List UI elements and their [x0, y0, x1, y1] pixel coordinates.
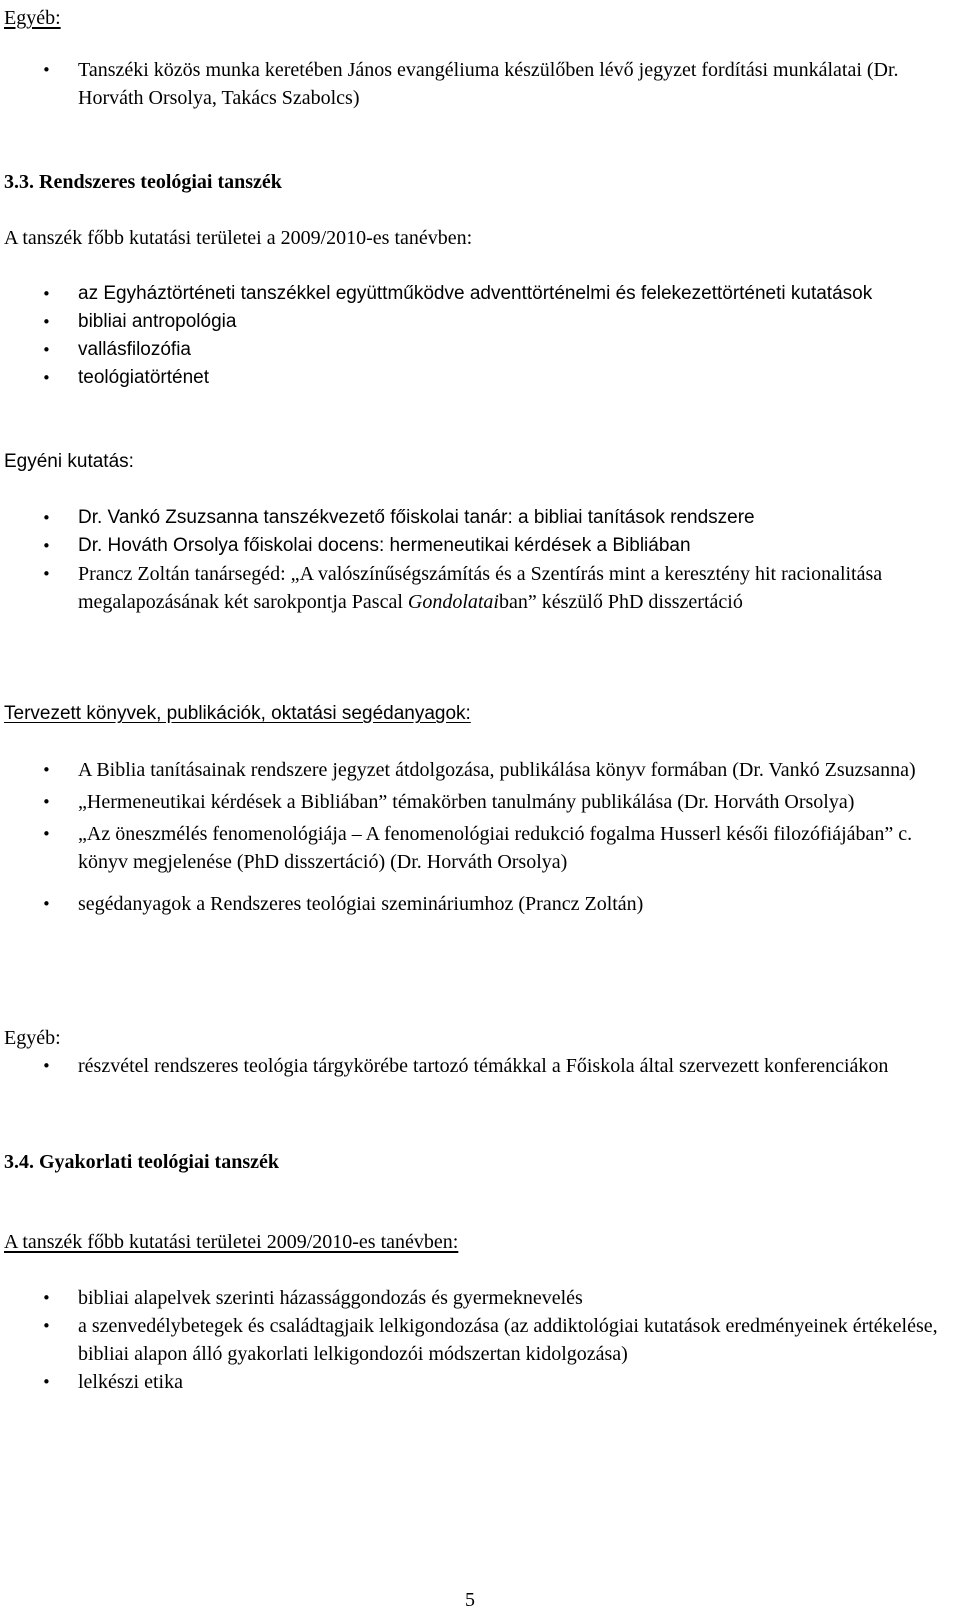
list-item: • „Az öneszmélés fenomenológiája – A fenomenológiai redukció fogalma Husserl késői filozófiájában” c. könyv megjelenése (PhD disszertáció) (Dr. Horváth Orsolya) — [4, 820, 944, 876]
list-item: • A Biblia tanításainak rendszere jegyzet átdolgozása, publikálása könyv formában (Dr. Vankó Zsuzsanna) — [4, 756, 944, 784]
list-item: • a szenvedélybetegek és családtagjaik lelkigondozása (az addiktológiai kutatások eredményeinek értékelése, bibliai alapon álló gyakorlati lelkigondozói módszertan kidolgozása) — [4, 1312, 944, 1368]
section-title-3-3: 3.3. Rendszeres teológiai tanszék — [4, 171, 282, 193]
research-intro-3-4: A tanszék főbb kutatási területei 2009/2010-es tanévben: — [4, 1231, 459, 1253]
page-number: 5 — [465, 1589, 475, 1611]
egyeb-list-1 — [4, 56, 944, 112]
egyeb-heading-1: Egyéb: — [4, 7, 61, 29]
research-list-3-3 — [4, 280, 944, 392]
list-item: • Tanszéki közös munka keretében János evangéliuma készülőben lévő jegyzet fordítási munkálatai (Dr. Horváth Orsolya, Takács Szabolcs) — [4, 56, 944, 112]
planned-publications-list — [4, 756, 944, 918]
list-item: • bibliai alapelvek szerinti házassággondozás és gyermeknevelés — [4, 1284, 944, 1312]
list-item — [4, 560, 944, 616]
research-list-3-4 — [4, 1284, 944, 1396]
egyeb-heading-2: Egyéb: — [4, 1027, 61, 1049]
list-item: • lelkészi etika — [4, 1368, 944, 1396]
text-run: ban” készülő PhD disszertáció — [499, 591, 743, 613]
individual-research-heading: Egyéni kutatás: — [4, 451, 134, 472]
text-run: Prancz Zoltán tanársegéd: „A valószínűségszámítás és a Szentírás mint a keresztény hit racionalitása megalapozásának két sarokpontja Pascal — [78, 563, 883, 613]
list-item: • részvétel rendszeres teológia tárgykörébe tartozó témákkal a Főiskola által szervezett konferenciákon — [4, 1052, 944, 1080]
individual-research-list — [4, 504, 944, 616]
list-item: • segédanyagok a Rendszeres teológiai szemináriumhoz (Prancz Zoltán) — [4, 890, 944, 918]
list-item: • „Hermeneutikai kérdések a Bibliában” témakörben tanulmány publikálása (Dr. Horváth Orsolya) — [4, 788, 944, 816]
list-item: • vallásfilozófia — [4, 336, 944, 364]
section-title-3-4: 3.4. Gyakorlati teológiai tanszék — [4, 1151, 279, 1173]
list-item: • bibliai antropológia — [4, 308, 944, 336]
research-intro-3-3: A tanszék főbb kutatási területei a 2009/2010-es tanévben: — [4, 227, 473, 249]
planned-publications-heading: Tervezett könyvek, publikációk, oktatási segédanyagok: — [4, 703, 471, 724]
italic-title: Gondolatai — [407, 591, 499, 613]
list-item: • Dr. Vankó Zsuzsanna tanszékvezető főiskolai tanár: a bibliai tanítások rendszere — [4, 504, 944, 532]
list-item: • teológiatörténet — [4, 364, 944, 392]
list-item: • az Egyháztörténeti tanszékkel együttműködve adventtörténelmi és felekezettörténeti kutatások — [4, 280, 944, 308]
list-item: • Dr. Hováth Orsolya főiskolai docens: hermeneutikai kérdések a Bibliában — [4, 532, 944, 560]
egyeb-list-2 — [4, 1052, 944, 1080]
